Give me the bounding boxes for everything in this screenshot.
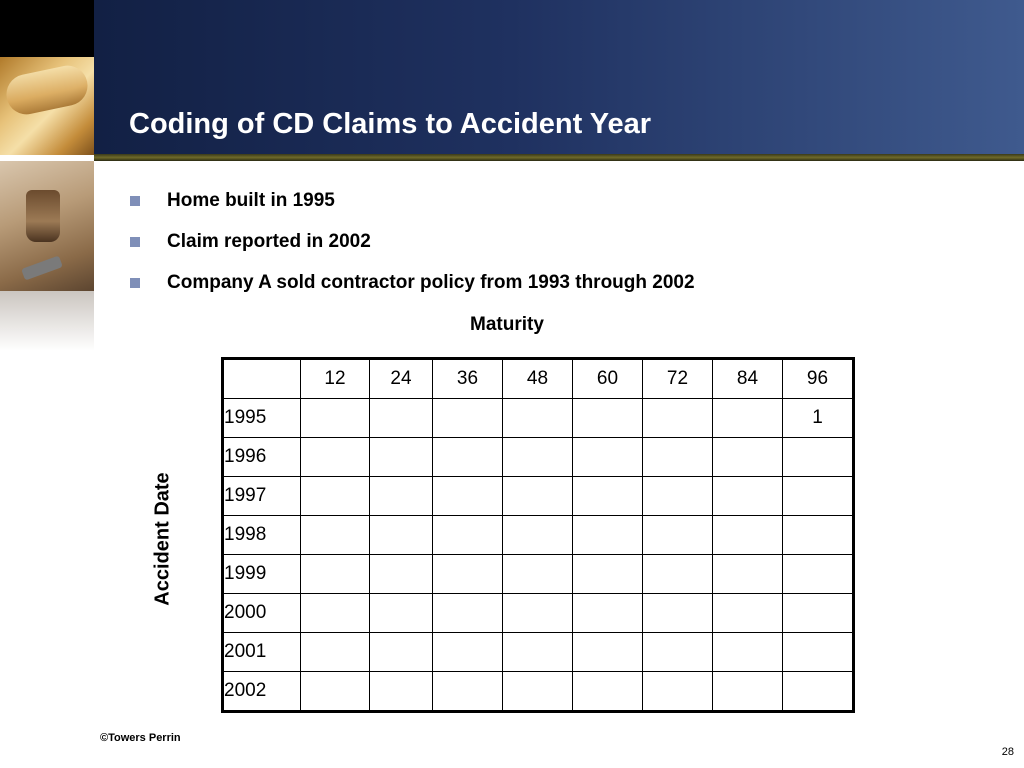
table-cell bbox=[643, 399, 713, 438]
row-header: 1995 bbox=[223, 399, 301, 438]
table-row bbox=[223, 555, 854, 594]
column-header: 72 bbox=[643, 359, 713, 399]
column-header: 48 bbox=[503, 359, 573, 399]
table-cell bbox=[713, 594, 783, 633]
table-row bbox=[223, 594, 854, 633]
slide-title: Coding of CD Claims to Accident Year bbox=[129, 108, 652, 140]
table-cell bbox=[301, 555, 370, 594]
table-cell bbox=[573, 555, 643, 594]
table-cell bbox=[573, 633, 643, 672]
row-header: 1996 bbox=[223, 438, 301, 477]
row-header: 1997 bbox=[223, 477, 301, 516]
table-cell bbox=[370, 594, 433, 633]
row-header: 2000 bbox=[223, 594, 301, 633]
column-header: 84 bbox=[713, 359, 783, 399]
column-header: 24 bbox=[370, 359, 433, 399]
table-header-row bbox=[223, 359, 854, 399]
table-cell bbox=[301, 594, 370, 633]
table-cell bbox=[301, 672, 370, 712]
bullet-text: Company A sold contractor policy from 1993 through 2002 bbox=[167, 272, 695, 293]
table-cell bbox=[643, 594, 713, 633]
table-cell bbox=[783, 516, 854, 555]
bullet-text: Home built in 1995 bbox=[167, 190, 335, 211]
title-underline-rule bbox=[94, 154, 1024, 161]
photo-fade bbox=[0, 291, 94, 351]
table-cell bbox=[370, 438, 433, 477]
table-cell: 1 bbox=[783, 399, 854, 438]
row-header: 1998 bbox=[223, 516, 301, 555]
table-cell bbox=[370, 399, 433, 438]
column-header: 36 bbox=[433, 359, 503, 399]
copyright-notice: ©Towers Perrin bbox=[100, 732, 181, 744]
table-cell bbox=[370, 477, 433, 516]
table-cell bbox=[783, 477, 854, 516]
table-cell bbox=[643, 477, 713, 516]
table-cell bbox=[503, 633, 573, 672]
table-cell bbox=[503, 594, 573, 633]
table-cell bbox=[301, 399, 370, 438]
column-header: 60 bbox=[573, 359, 643, 399]
table-cell bbox=[370, 672, 433, 712]
table-cell bbox=[503, 438, 573, 477]
table-cell bbox=[573, 399, 643, 438]
claims-triangle-table bbox=[221, 357, 855, 713]
table-cell bbox=[643, 516, 713, 555]
table-row bbox=[223, 633, 854, 672]
table-cell bbox=[503, 672, 573, 712]
table-cell bbox=[301, 477, 370, 516]
table-corner-cell bbox=[223, 359, 301, 399]
table-cell bbox=[713, 438, 783, 477]
table-cell bbox=[433, 672, 503, 712]
table-cell bbox=[433, 438, 503, 477]
table-cell bbox=[713, 672, 783, 712]
row-header: 1999 bbox=[223, 555, 301, 594]
table-cell bbox=[713, 399, 783, 438]
table-cell bbox=[783, 555, 854, 594]
table-cell bbox=[370, 516, 433, 555]
bullet-text: Claim reported in 2002 bbox=[167, 231, 371, 252]
square-bullet-icon bbox=[130, 237, 140, 247]
work-boot-image bbox=[26, 190, 60, 242]
table-cell bbox=[503, 555, 573, 594]
table-cell bbox=[301, 633, 370, 672]
column-header: 96 bbox=[783, 359, 854, 399]
table-cell bbox=[433, 399, 503, 438]
table-cell bbox=[370, 633, 433, 672]
table-cell bbox=[503, 516, 573, 555]
table-cell bbox=[433, 594, 503, 633]
table-cell bbox=[433, 477, 503, 516]
square-bullet-icon bbox=[130, 278, 140, 288]
page-number: 28 bbox=[1001, 746, 1014, 758]
table-cell bbox=[713, 555, 783, 594]
table-cell bbox=[643, 633, 713, 672]
table-cell bbox=[573, 516, 643, 555]
bullet-item bbox=[129, 272, 695, 313]
table-cell bbox=[783, 438, 854, 477]
table-cell bbox=[433, 633, 503, 672]
table-row bbox=[223, 438, 854, 477]
accident-date-axis-label: Accident Date bbox=[151, 472, 174, 606]
table-cell bbox=[783, 594, 854, 633]
row-header: 2001 bbox=[223, 633, 301, 672]
table-cell bbox=[301, 516, 370, 555]
table-cell bbox=[433, 516, 503, 555]
maturity-axis-label: Maturity bbox=[470, 314, 544, 335]
table-cell bbox=[573, 672, 643, 712]
row-header: 2002 bbox=[223, 672, 301, 712]
corner-block bbox=[0, 0, 94, 57]
table-cell bbox=[643, 438, 713, 477]
table-cell bbox=[713, 477, 783, 516]
table-cell bbox=[573, 438, 643, 477]
table-cell bbox=[573, 594, 643, 633]
table-cell bbox=[713, 633, 783, 672]
column-header: 12 bbox=[301, 359, 370, 399]
square-bullet-icon bbox=[130, 196, 140, 206]
bullet-item bbox=[129, 190, 695, 231]
table-row bbox=[223, 477, 854, 516]
bullet-list bbox=[129, 190, 695, 313]
table-cell bbox=[783, 633, 854, 672]
table-cell bbox=[783, 672, 854, 712]
table-cell bbox=[643, 555, 713, 594]
table-cell bbox=[503, 399, 573, 438]
table-row bbox=[223, 672, 854, 712]
table-cell bbox=[301, 438, 370, 477]
bullet-item bbox=[129, 231, 695, 272]
table-row bbox=[223, 399, 854, 438]
table-cell bbox=[643, 672, 713, 712]
table-cell bbox=[433, 555, 503, 594]
table-row bbox=[223, 516, 854, 555]
table-cell bbox=[370, 555, 433, 594]
table-cell bbox=[573, 477, 643, 516]
table-cell bbox=[503, 477, 573, 516]
table-cell bbox=[713, 516, 783, 555]
